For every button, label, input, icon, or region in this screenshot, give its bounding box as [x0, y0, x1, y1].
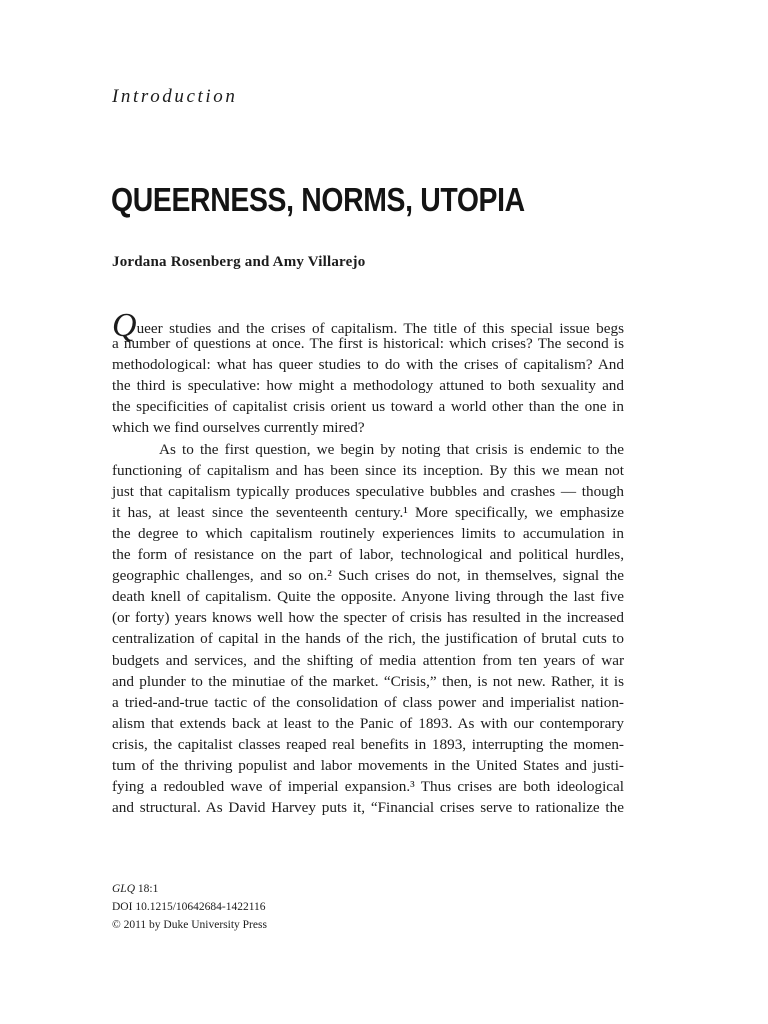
body-line: the degree to which capitalism routinely experiences limits to accumulation in — [112, 524, 624, 542]
publication-footer — [112, 880, 267, 934]
body-line: the third is speculative: how might a methodology attuned to both sexuality and — [112, 377, 624, 395]
body-line: (or forty) years knows well how the specter of crisis has resulted in the increased — [112, 609, 624, 627]
author-byline: Jordana Rosenberg and Amy Villarejo — [112, 254, 366, 270]
article-title: QUEERNESS, NORMS, UTOPIA — [111, 181, 525, 218]
body-line: functioning of capitalism and has been since its inception. By this we mean not — [112, 461, 624, 479]
body-line: alism that extends back at least to the Panic of 1893. As with our contemporary — [112, 714, 624, 732]
body-line: centralization of capital in the hands of the rich, the justification of brutal cuts to — [112, 630, 624, 648]
article-body — [112, 307, 624, 818]
body-line: fying a redoubled wave of imperial expansion.³ Thus crises are both ideological — [112, 778, 624, 796]
body-line: the specificities of capitalist crisis orient us toward a world other than the one in — [112, 398, 624, 416]
doi: DOI 10.1215/10642684-1422116 — [112, 901, 266, 913]
body-line: methodological: what has queer studies to do with the crises of capitalism? And — [112, 356, 624, 374]
body-line: a tried-and-true tactic of the consolidation of class power and imperialist nation- — [112, 693, 624, 711]
body-line: the form of resistance on the part of labor, technological and political hurdles, — [112, 546, 624, 564]
body-line: which we find ourselves currently mired? — [112, 419, 365, 437]
drop-cap: Q — [112, 307, 137, 344]
body-line: death knell of capitalism. Quite the opposite. Anyone living through the last five — [112, 588, 624, 606]
body-line: just that capitalism typically produces speculative bubbles and crashes — though — [112, 482, 624, 500]
body-line: a number of questions at once. The first is historical: which crises? The second is — [112, 335, 624, 353]
body-line: and structural. As David Harvey puts it, “Financial crises serve to rationalize the — [112, 799, 624, 817]
body-line: geographic challenges, and so on.² Such crises do not, in themselves, signal the — [112, 567, 624, 585]
copyright: © 2011 by Duke University Press — [112, 919, 267, 931]
body-line: and plunder to the minutiae of the market. “Crisis,” then, is not new. Rather, it is — [112, 672, 624, 690]
section-label: Introduction — [112, 86, 238, 107]
body-line: it has, at least since the seventeenth century.¹ More specifically, we emphasize — [112, 503, 624, 521]
body-line: crisis, the capitalist classes reaped real benefits in 1893, interrupting the momen- — [112, 735, 624, 753]
body-line: As to the first question, we begin by noting that crisis is endemic to the — [159, 440, 624, 458]
journal-name: GLQ — [112, 883, 136, 895]
issue-number: 18:1 — [135, 883, 159, 895]
body-line: tum of the thriving populist and labor movements in the United States and justi- — [112, 756, 624, 774]
journal-issue — [112, 880, 267, 898]
body-line: budgets and services, and the shifting of media attention from ten years of war — [112, 651, 624, 669]
body-line-text: ueer studies and the crises of capitalism. The title of this special issue begs — [136, 320, 624, 337]
